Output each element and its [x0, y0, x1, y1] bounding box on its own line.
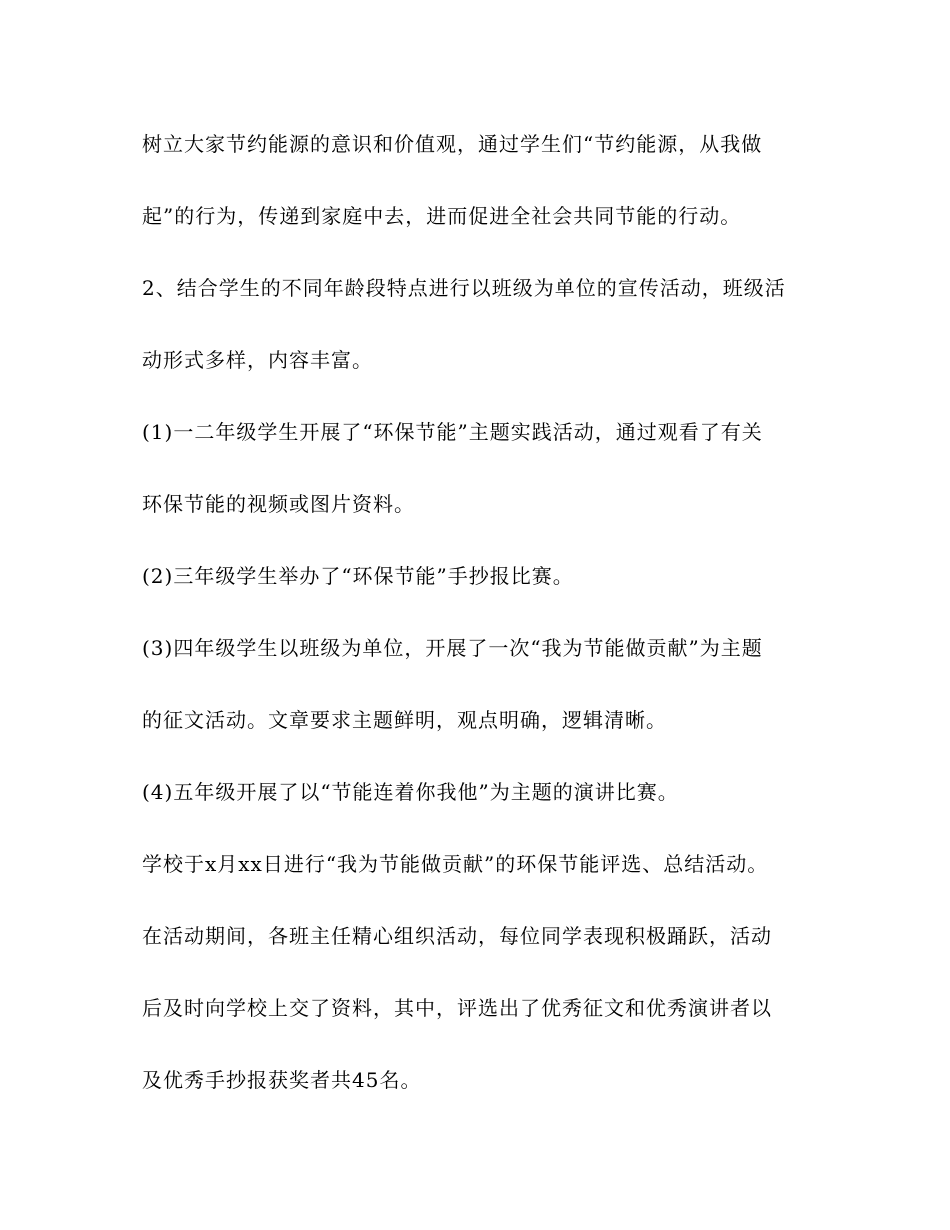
text-line: (3)四年级学生以班级为单位，开展了一次“我为节能做贡献”为主题: [142, 636, 763, 660]
text-line: (2)三年级学生举办了“环保节能”手抄报比赛。: [142, 564, 574, 588]
text-line: 起”的行为，传递到家庭中去，进而促进全社会共同节能的行动。: [142, 204, 742, 228]
text-line: 及优秀手抄报获奖者共45名。: [142, 1068, 422, 1092]
text-line: (4)五年级开展了以“节能连着你我他”为主题的演讲比赛。: [142, 780, 679, 804]
text-line: (1)一二年级学生开展了“环保节能”主题实践活动，通过观看了有关: [142, 420, 763, 444]
text-line: 后及时向学校上交了资料，其中，评选出了优秀征文和优秀演讲者以: [142, 996, 772, 1020]
text-line: 动形式多样，内容丰富。: [142, 348, 373, 372]
text-line: 学校于x月xx日进行“我为节能做贡献”的环保节能评选、总结活动。: [142, 852, 769, 876]
text-line: 2、结合学生的不同年龄段特点进行以班级为单位的宣传活动，班级活: [142, 276, 786, 300]
text-line: 环保节能的视频或图片资料。: [142, 492, 415, 516]
text-line: 的征文活动。文章要求主题鲜明，观点明确，逻辑清晰。: [142, 708, 667, 732]
text-line: 在活动期间，各班主任精心组织活动，每位同学表现积极踊跃，活动: [142, 924, 772, 948]
text-line: 树立大家节约能源的意识和价值观，通过学生们“节约能源，从我做: [142, 132, 763, 156]
